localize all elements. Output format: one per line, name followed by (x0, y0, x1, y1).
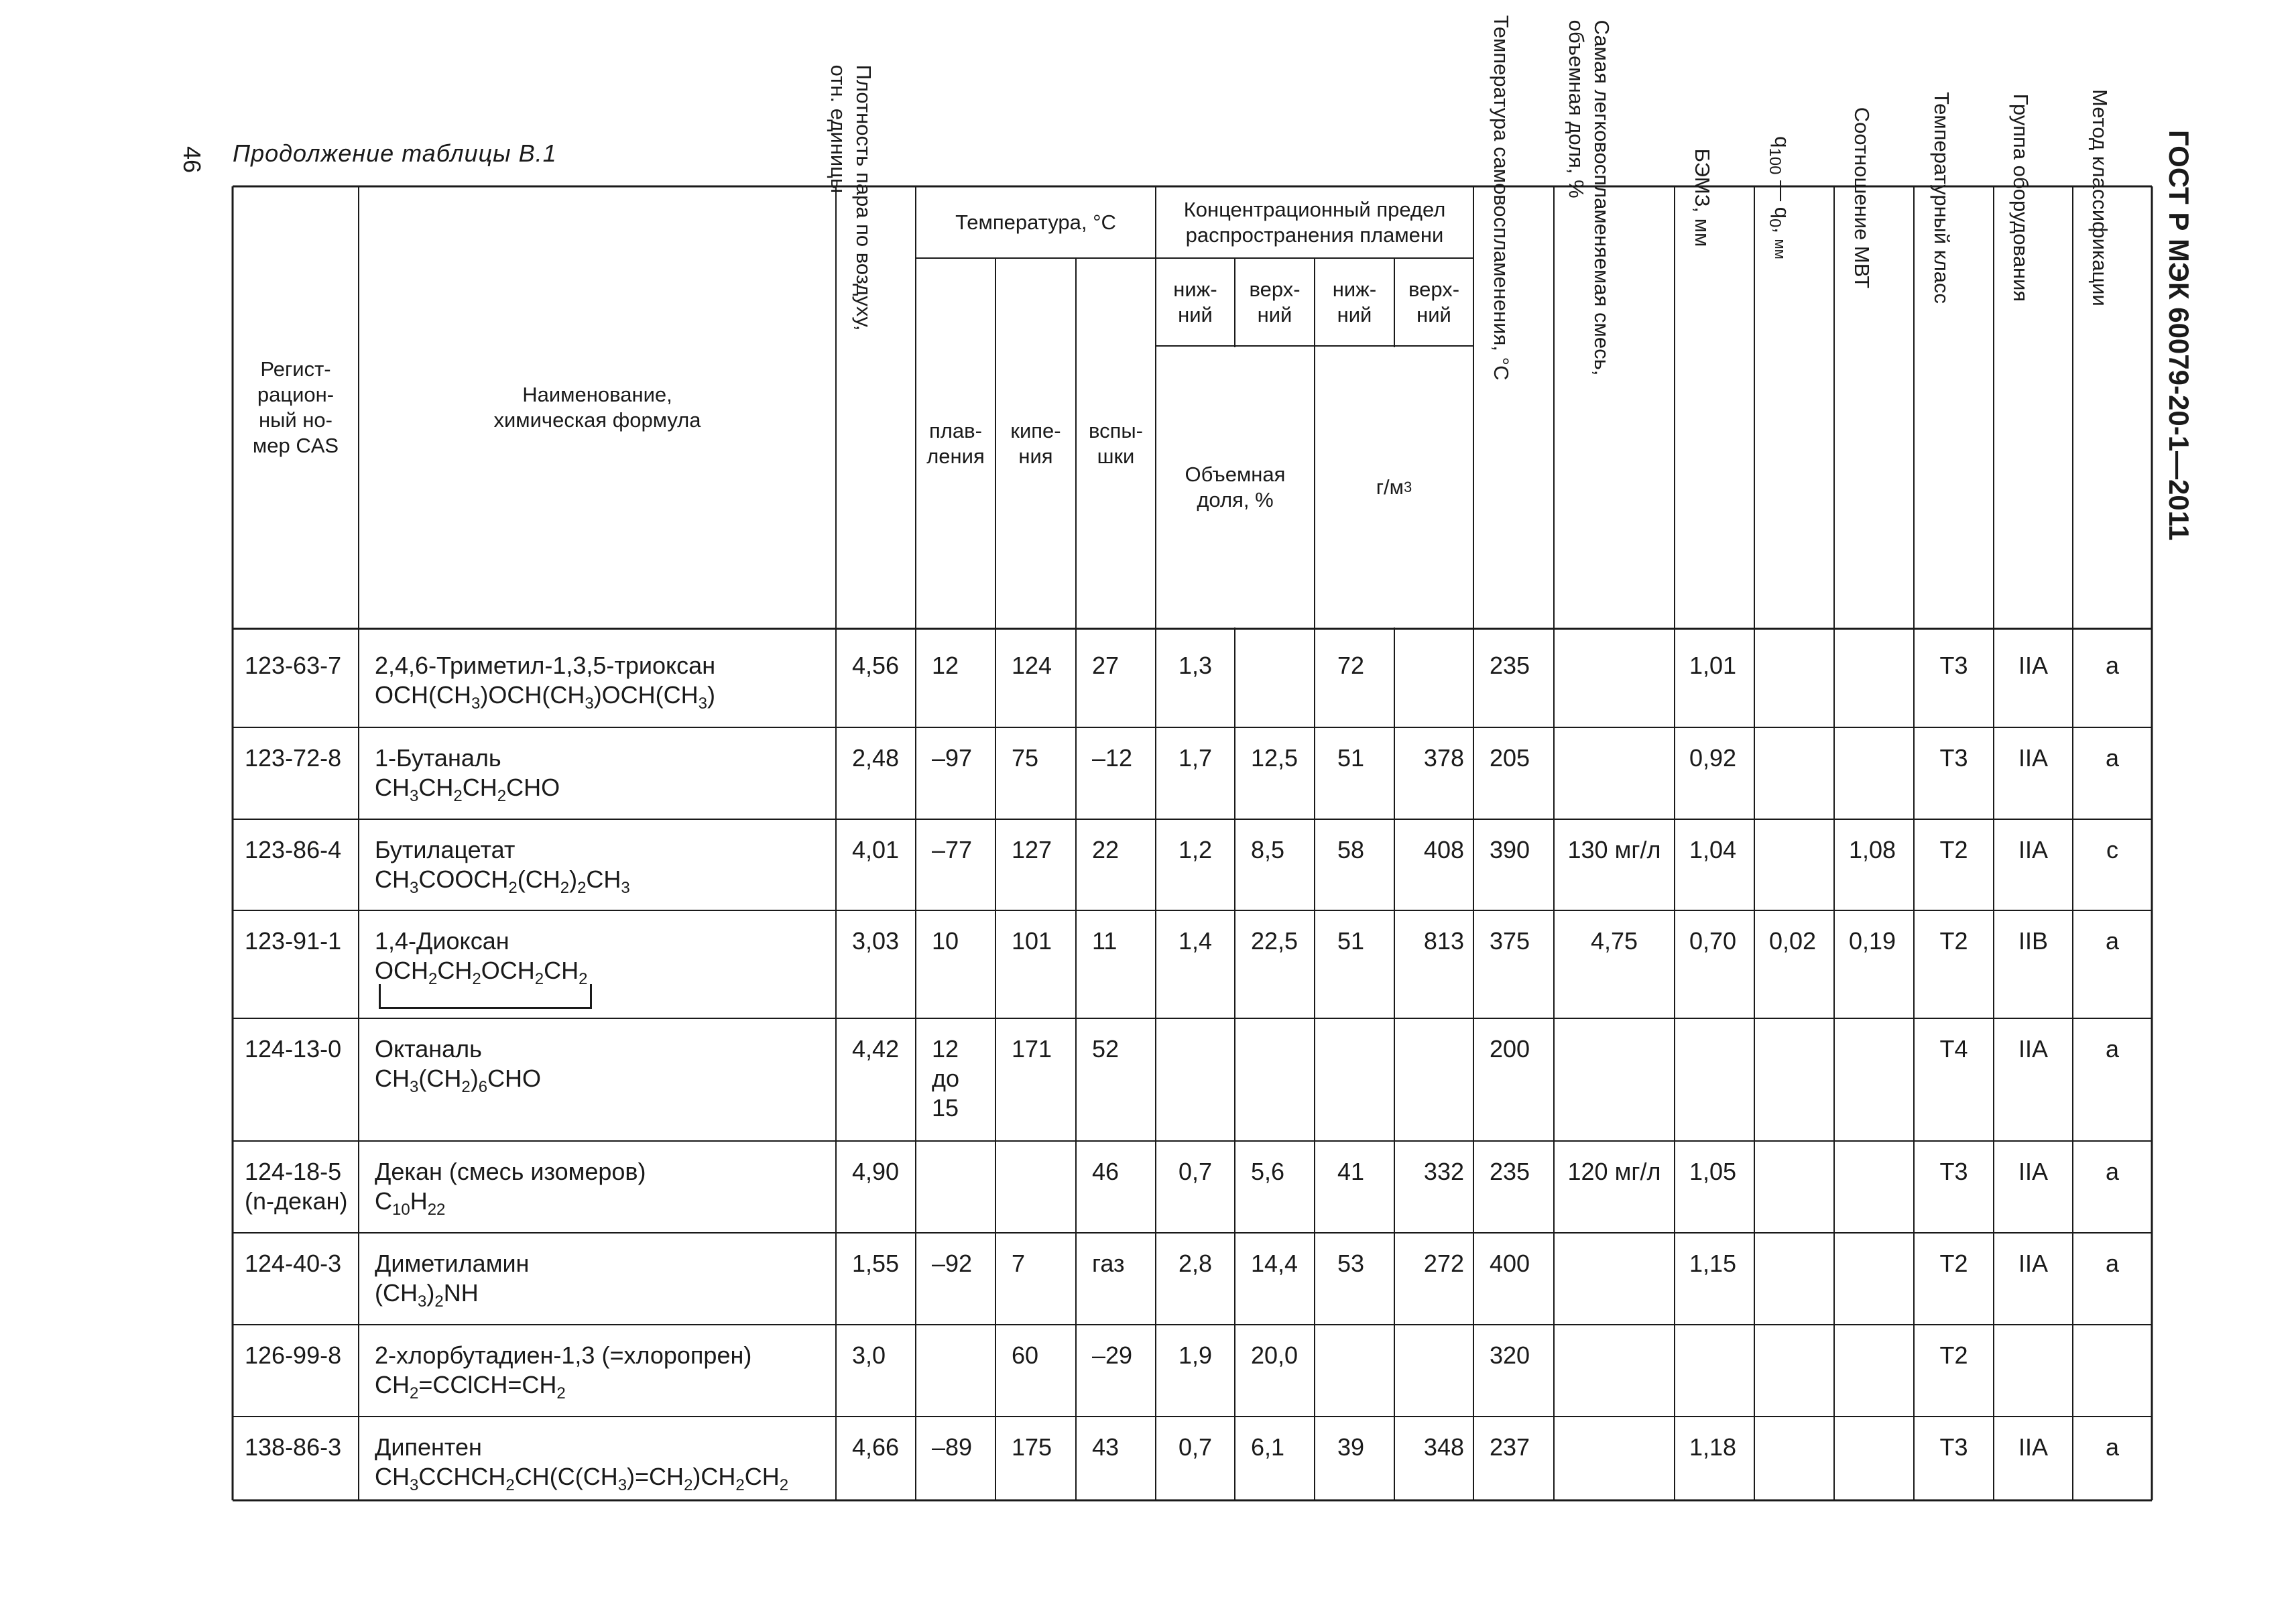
cell-lower-gm3: 72 (1337, 652, 1365, 679)
header-autoignition: Температура самовоспламенения, °С (1490, 15, 1513, 381)
cell-temp-class: T3 (1939, 652, 1968, 679)
cell-method: c (2106, 836, 2118, 863)
cell-lower-gm3: 51 (1337, 927, 1365, 955)
cell-mixture: 120 мг/л (1567, 1158, 1661, 1185)
cell-method: a (2105, 927, 2120, 955)
cell-temp-class: T3 (1939, 1433, 1968, 1461)
cell-cas: 123-91-1 (245, 927, 342, 955)
cell-boiling: 60 (1012, 1341, 1039, 1369)
cell-cas: 124-40-3 (245, 1250, 342, 1277)
table-caption: Продолжение таблицы B.1 (233, 139, 557, 167)
cell-vapor-density: 1,55 (852, 1250, 900, 1277)
cell-lower-vol: 0,7 (1179, 1158, 1213, 1185)
cell-autoignition: 375 (1490, 927, 1530, 955)
header-flammability-limits: Концентрационный предел распространения пламени (1183, 197, 1446, 247)
header-boiling: кипе- ния (1010, 418, 1061, 468)
cell-lower-gm3: 58 (1337, 836, 1365, 863)
cell-name-formula: 1-Бутаналь $CH_3CH_2CH_2CHO$ (375, 744, 560, 805)
header-equipment-group: Группа оборудования (2009, 93, 2033, 302)
cell-lower-vol: 1,2 (1179, 836, 1213, 863)
header-lower-vol: ниж- ний (1173, 277, 1217, 326)
cell-cas: 123-72-8 (245, 744, 342, 772)
cell-flash: –12 (1092, 744, 1133, 772)
cell-upper-vol: 20,0 (1251, 1341, 1298, 1369)
cell-upper-vol: 12,5 (1251, 744, 1298, 772)
cell-mic: 0,19 (1849, 927, 1896, 955)
cell-mic: 1,08 (1849, 836, 1896, 863)
cell-vapor-density: 4,90 (852, 1158, 900, 1185)
cell-name-formula: Диметиламин $(CH_3)_2NH$ (375, 1250, 530, 1311)
cell-mesg: 1,18 (1689, 1433, 1737, 1461)
cell-lower-vol: 1,3 (1179, 652, 1213, 679)
cell-lower-gm3: 41 (1337, 1158, 1365, 1185)
cell-method: a (2105, 652, 2120, 679)
cell-upper-gm3: 813 (1423, 927, 1464, 955)
cell-upper-vol: 8,5 (1251, 836, 1285, 863)
cell-melting: –92 (932, 1250, 973, 1277)
document-code: ГОСТ Р МЭК 60079-20-1—2011 (2163, 129, 2195, 541)
cell-mesg: 1,05 (1689, 1158, 1737, 1185)
ring-bond-bracket (379, 984, 592, 1009)
cell-vapor-density: 4,42 (852, 1035, 900, 1063)
cell-equipment-group: IIA (2018, 1250, 2048, 1277)
cell-temp-class: T2 (1939, 836, 1968, 863)
cell-temp-class: T3 (1939, 744, 1968, 772)
cell-melting: 12 (932, 652, 959, 679)
cell-mesg: 1,01 (1689, 652, 1737, 679)
cell-mixture: 4,75 (1590, 927, 1638, 955)
cell-autoignition: 200 (1490, 1035, 1530, 1063)
cell-flash: –29 (1092, 1341, 1133, 1369)
cell-flash: 52 (1092, 1035, 1120, 1063)
cell-upper-gm3: 272 (1423, 1250, 1464, 1277)
cell-lower-vol: 1,4 (1179, 927, 1213, 955)
cell-flash: газ (1092, 1250, 1125, 1277)
cell-method: a (2105, 1158, 2120, 1185)
header-cas: Регист- рацион- ный но- мер CAS (252, 357, 339, 457)
cell-lower-vol: 1,9 (1179, 1341, 1213, 1369)
cell-upper-vol: 22,5 (1251, 927, 1298, 955)
cell-name-formula: Бутилацетат $CH_3COOCH_2(CH_2)_2CH_3$ (375, 836, 630, 897)
cell-equipment-group: IIB (2018, 927, 2048, 955)
cell-mesg: 1,04 (1689, 836, 1737, 863)
cell-melting: 12 до 15 (932, 1035, 960, 1122)
cell-vapor-density: 4,01 (852, 836, 900, 863)
cell-lower-vol: 2,8 (1179, 1250, 1213, 1277)
cell-cas: 123-86-4 (245, 836, 342, 863)
cell-q100: 0,02 (1769, 927, 1817, 955)
cell-equipment-group: IIA (2018, 1035, 2048, 1063)
cell-temp-class: T2 (1939, 927, 1968, 955)
cell-melting: 10 (932, 927, 959, 955)
page-number: 46 (178, 145, 206, 174)
cell-method: a (2105, 744, 2120, 772)
cell-cas: 123-63-7 (245, 652, 342, 679)
cell-upper-gm3: 408 (1423, 836, 1464, 863)
cell-equipment-group: IIA (2018, 1433, 2048, 1461)
header-mesg: БЭМЗ, мм (1690, 148, 1714, 247)
cell-autoignition: 235 (1490, 1158, 1530, 1185)
cell-equipment-group: IIA (2018, 744, 2048, 772)
cell-lower-gm3: 51 (1337, 744, 1365, 772)
cell-boiling: 175 (1012, 1433, 1052, 1461)
cell-cas: 138-86-3 (245, 1433, 342, 1461)
cell-vapor-density: 4,66 (852, 1433, 900, 1461)
cell-temp-class: T3 (1939, 1158, 1968, 1185)
cell-autoignition: 320 (1490, 1341, 1530, 1369)
header-gm3: г/м 3 (1376, 475, 1412, 499)
cell-method: a (2105, 1433, 2120, 1461)
cell-upper-vol: 14,4 (1251, 1250, 1298, 1277)
cell-upper-gm3: 332 (1423, 1158, 1464, 1185)
cell-name-formula: 1,4-Диоксан $OCH_2CH_2OCH_2CH_2$ (375, 927, 588, 988)
cell-name-formula: Декан (смесь изомеров) $C_{10}H_{22}$ (375, 1158, 646, 1219)
header-melting: плав- ления (926, 418, 985, 468)
cell-equipment-group: IIA (2018, 652, 2048, 679)
cell-name-formula: 2-хлорбутадиен-1,3 (=хлоропрен) $CH_2=CClCH=CH_2$ (375, 1341, 752, 1402)
header-mic-ratio: Соотношение МВТ (1850, 107, 1874, 289)
cell-lower-gm3: 53 (1337, 1250, 1365, 1277)
header-vol-fraction: Объемная доля, % (1185, 463, 1286, 512)
cell-melting: –89 (932, 1433, 973, 1461)
cell-equipment-group: IIA (2018, 836, 2048, 863)
cell-temp-class: T4 (1939, 1035, 1968, 1063)
cell-name-formula: Октаналь $CH_3(CH_2)_6CHO$ (375, 1035, 542, 1096)
cell-vapor-density: 3,0 (852, 1341, 886, 1369)
cell-autoignition: 235 (1490, 652, 1530, 679)
cell-name-formula: 2,4,6-Триметил-1,3,5-триоксан $OCH(CH_3)OCH(CH_3)OCH(CH_3)$ (375, 652, 716, 713)
cell-upper-vol: 6,1 (1251, 1433, 1285, 1461)
cell-melting: –77 (932, 836, 973, 863)
header-method: Метод классификации (2088, 89, 2112, 306)
cell-flash: 43 (1092, 1433, 1120, 1461)
cell-lower-vol: 1,7 (1179, 744, 1213, 772)
cell-mesg: 1,15 (1689, 1250, 1737, 1277)
cell-boiling: 7 (1012, 1250, 1026, 1277)
cell-cas: 124-13-0 (245, 1035, 342, 1063)
cell-equipment-group: IIA (2018, 1158, 2048, 1185)
cell-lower-gm3: 39 (1337, 1433, 1365, 1461)
cell-flash: 27 (1092, 652, 1120, 679)
cell-cas: 126-99-8 (245, 1341, 342, 1369)
header-lower-gm3: ниж- ний (1332, 277, 1377, 326)
cell-autoignition: 400 (1490, 1250, 1530, 1277)
cell-autoignition: 205 (1490, 744, 1530, 772)
cell-vapor-density: 3,03 (852, 927, 900, 955)
cell-temp-class: T2 (1939, 1341, 1968, 1369)
cell-mesg: 0,70 (1689, 927, 1737, 955)
cell-name-formula: Дипентен $CH_3CCHCH_2CH(C(CH_3)=CH_2)CH_2CH_2$ (375, 1433, 789, 1494)
header-most-ignitable-mixture: Самая легковоспламеняемая смесь, объемная доля, % (1565, 19, 1614, 376)
cell-autoignition: 390 (1490, 836, 1530, 863)
cell-temp-class: T2 (1939, 1250, 1968, 1277)
header-name: Наименование, химическая формула (493, 383, 701, 432)
header-upper-vol: верх- ний (1249, 277, 1301, 326)
cell-method: a (2105, 1250, 2120, 1277)
cell-mixture: 130 мг/л (1567, 836, 1661, 863)
cell-flash: 22 (1092, 836, 1120, 863)
header-temp-class: Температурный класс (1929, 91, 1953, 304)
cell-flash: 11 (1092, 927, 1117, 955)
cell-vapor-density: 4,56 (852, 652, 900, 679)
cell-boiling: 101 (1012, 927, 1052, 955)
cell-lower-vol: 0,7 (1179, 1433, 1213, 1461)
cell-mesg: 0,92 (1689, 744, 1737, 772)
cell-boiling: 124 (1012, 652, 1052, 679)
cell-upper-gm3: 378 (1423, 744, 1464, 772)
cell-upper-gm3: 348 (1423, 1433, 1464, 1461)
cell-boiling: 75 (1012, 744, 1039, 772)
cell-melting: –97 (932, 744, 973, 772)
header-flash: вспы- шки (1088, 418, 1143, 468)
cell-upper-vol: 5,6 (1251, 1158, 1285, 1185)
cell-flash: 46 (1092, 1158, 1120, 1185)
header-vapor-density: Плотность пара по воздуху, отн. единицы (826, 64, 875, 331)
cell-autoignition: 237 (1490, 1433, 1530, 1461)
cell-vapor-density: 2,48 (852, 744, 900, 772)
header-q100: $q_{100}$ — $q_0$, мм (1765, 136, 1794, 259)
cell-boiling: 171 (1012, 1035, 1052, 1063)
cell-method: a (2105, 1035, 2120, 1063)
cell-cas: 124-18-5 (n-декан) (245, 1158, 348, 1215)
header-upper-gm3: верх- ний (1408, 277, 1460, 326)
cell-boiling: 127 (1012, 836, 1052, 863)
header-temperature: Температура, °С (955, 210, 1116, 234)
